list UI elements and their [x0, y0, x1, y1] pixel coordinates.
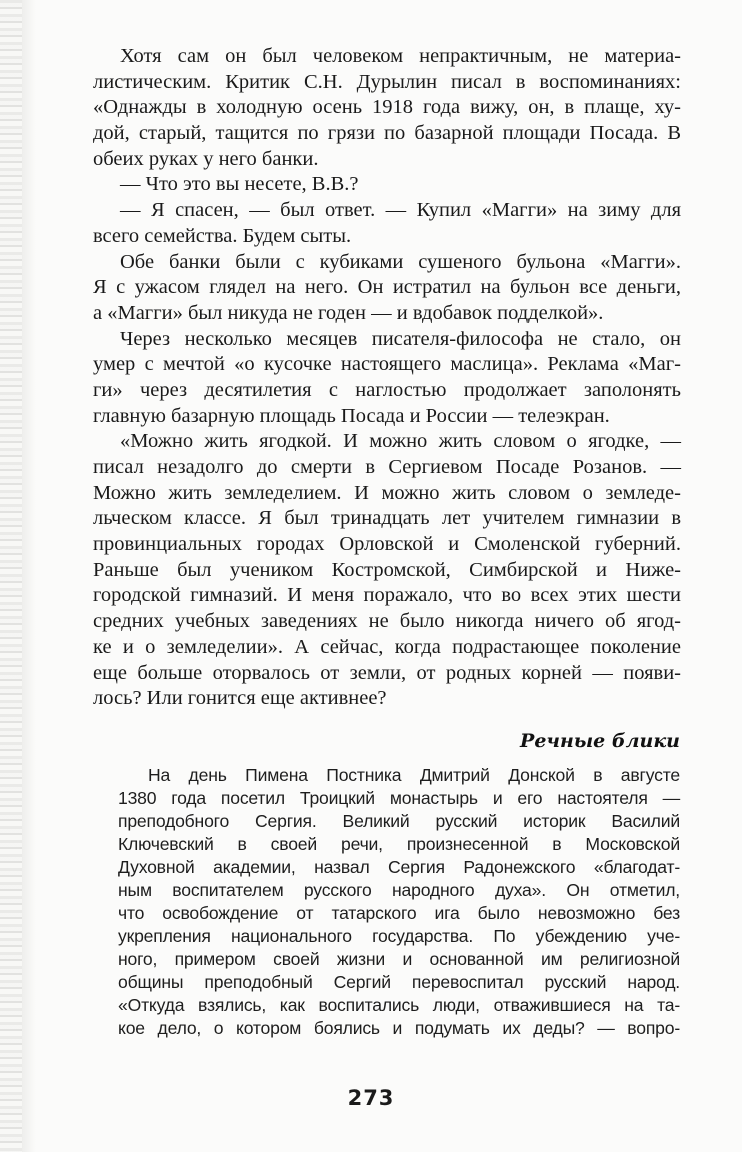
text-line: главную базарную площадь Посада и России — телеэкран.: [93, 404, 610, 427]
text-line: лось? Или гонится еще активнее?: [93, 687, 387, 710]
text-line: ке и о земледелии». А сейчас, когда подрастающее поколение: [93, 635, 681, 658]
text-line: Хотя сам он был человеком непрактичным, не материа-: [120, 45, 681, 67]
text-line: Через несколько месяцев писателя-философа не стало, он: [120, 327, 681, 350]
scan-edge-shadow: [0, 0, 22, 1152]
page-number: 273: [347, 1086, 395, 1110]
body-text-section-2: [118, 764, 680, 1040]
text-line: средних учебных заведениях не было никогда ничего об ягод-: [93, 610, 681, 633]
text-line: — Я спасен, — был ответ. — Купил «Магги» на зиму для: [120, 199, 681, 222]
text-line: 1380 года посетил Троицкий монастырь и его настоятеля —: [118, 788, 680, 808]
text-line: Раньше был учеником Костромской, Симбирской и Ниже-: [93, 558, 681, 581]
text-line: Обе банки были с кубиками сушеного бульона «Магги».: [120, 250, 681, 273]
text-line: городской гимназий. И меня поражало, что во всех этих шести: [93, 584, 681, 607]
text-line: Я с ужасом глядел на него. Он истратил на бульон все деньги,: [93, 276, 681, 299]
text-line: «Можно жить ягодкой. И можно жить словом о ягодке, —: [120, 430, 681, 453]
text-line: провинциальных городах Орловской и Смоленской губерний.: [93, 533, 681, 556]
text-line: укрепления национального государства. По убеждению уче-: [118, 926, 680, 946]
body-text-section-1: [93, 44, 681, 712]
text-line: что освобождение от татарского ига было невозможно без: [118, 903, 680, 923]
text-line: — Что это вы несете, В.В.?: [120, 173, 359, 196]
text-line: ги» через десятилетия с наглостью продолжает заполонять: [93, 378, 681, 401]
scan-edge-gradient: [22, 0, 36, 1152]
section-heading: Речные блики: [520, 730, 680, 752]
text-line: льческом классе. Я был тринадцать лет учителем гимназии в: [93, 507, 681, 530]
text-line: умер с мечтой «о кусочке настоящего маслица». Реклама «Маг-: [93, 353, 681, 376]
text-line: обеих руках у него банки.: [93, 147, 319, 170]
text-line: ным воспитателем русского народного духа». Он отметил,: [118, 880, 680, 900]
text-line: листическим. Критик С.Н. Дурылин писал в воспоминаниях:: [93, 70, 681, 93]
text-line: дой, старый, тащится по грязи по базарной площади Посада. В: [93, 122, 681, 145]
text-line: Ключевский в своей речи, произнесенной в Московской: [118, 834, 680, 854]
text-line: «Однажды в холодную осень 1918 года вижу, он, в плаще, ху-: [93, 96, 681, 119]
text-line: всего семейства. Будем сыты.: [93, 224, 352, 247]
text-line: преподобного Сергия. Великий русский историк Василий: [118, 811, 680, 831]
text-line: а «Магги» был никуда не годен — и вдобавок подделкой».: [93, 301, 604, 324]
text-line: писал незадолго до смерти в Сергиевом Посаде Розанов. —: [93, 456, 681, 478]
text-line: ного, примером своей жизни и основанной им религиозной: [118, 949, 680, 969]
text-line: общины преподобный Сергий перевоспитал русский народ.: [118, 972, 680, 992]
text-line: еще больше оторвалось от земли, от родных корней — появи-: [93, 661, 681, 684]
text-line: кое дело, о котором боялись и подумать их деды? — вопро-: [118, 1018, 680, 1038]
text-line: «Откуда взялись, как воспитались люди, отважившиеся на та-: [118, 995, 680, 1015]
text-line: На день Пимена Постника Дмитрий Донской в августе: [148, 765, 680, 785]
text-line: Духовной академии, назвал Сергия Радонежского «благодат-: [118, 857, 680, 877]
text-line: Можно жить земледелием. И можно жить словом о земледе-: [93, 481, 681, 504]
